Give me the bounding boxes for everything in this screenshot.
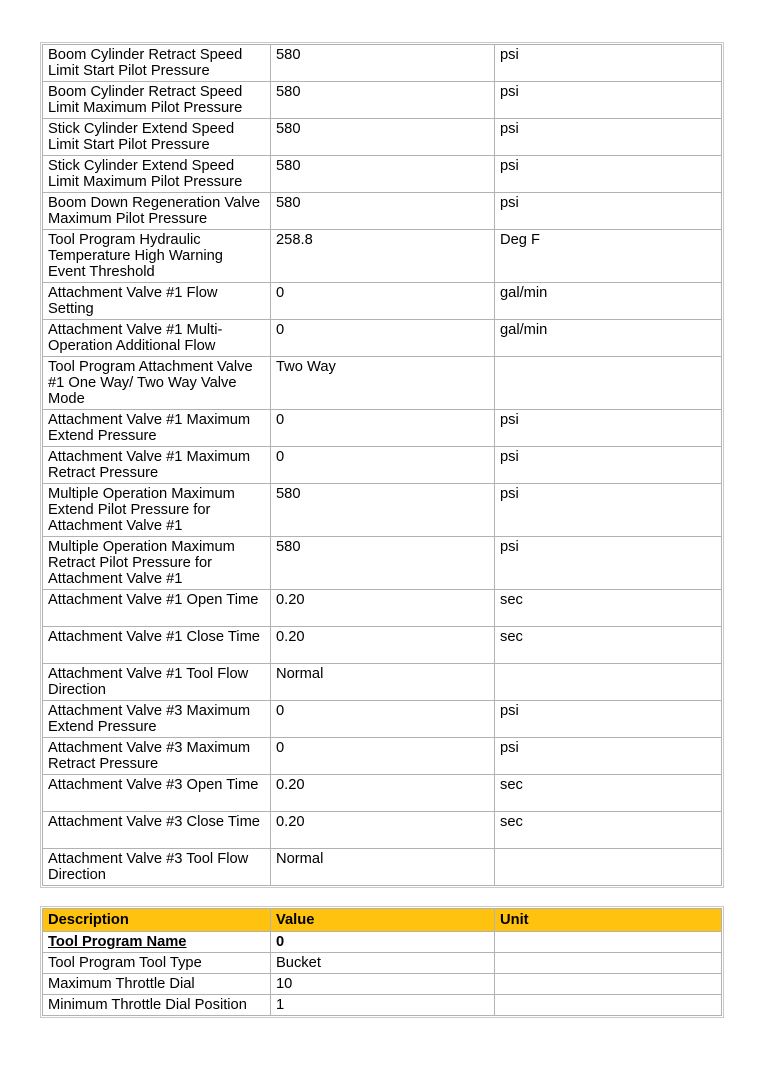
table-row bbox=[43, 953, 722, 974]
unit-cell bbox=[495, 849, 722, 886]
table-row bbox=[43, 484, 722, 537]
description-cell: Attachment Valve #3 Tool Flow Direction bbox=[43, 849, 271, 886]
value-cell: 0.20 bbox=[271, 775, 495, 812]
description-cell: Multiple Operation Maximum Extend Pilot Pressure for Attachment Valve #1 bbox=[43, 484, 271, 537]
description-cell: Attachment Valve #1 Open Time bbox=[43, 590, 271, 627]
table-row bbox=[43, 974, 722, 995]
table-row bbox=[43, 537, 722, 590]
unit-cell: sec bbox=[495, 590, 722, 627]
value-cell: 0 bbox=[271, 283, 495, 320]
description-cell bbox=[43, 932, 271, 953]
table-row bbox=[43, 590, 722, 627]
description-cell: Stick Cylinder Extend Speed Limit Start Pilot Pressure bbox=[43, 119, 271, 156]
tool-program-name-label: Tool Program Name bbox=[48, 934, 187, 950]
unit-cell: psi bbox=[495, 410, 722, 447]
unit-cell bbox=[495, 974, 722, 995]
table-row bbox=[43, 320, 722, 357]
unit-cell bbox=[495, 995, 722, 1016]
unit-cell: gal/min bbox=[495, 283, 722, 320]
unit-cell: Deg F bbox=[495, 230, 722, 283]
description-cell: Attachment Valve #1 Tool Flow Direction bbox=[43, 664, 271, 701]
value-cell: 0.20 bbox=[271, 812, 495, 849]
table-row bbox=[43, 775, 722, 812]
description-cell: Attachment Valve #1 Close Time bbox=[43, 627, 271, 664]
unit-cell bbox=[495, 664, 722, 701]
table-row bbox=[43, 193, 722, 230]
unit-cell: psi bbox=[495, 738, 722, 775]
value-cell: 580 bbox=[271, 537, 495, 590]
description-cell: Boom Cylinder Retract Speed Limit Maximum Pilot Pressure bbox=[43, 82, 271, 119]
table-row bbox=[43, 447, 722, 484]
description-cell: Attachment Valve #1 Maximum Retract Pressure bbox=[43, 447, 271, 484]
value-cell: 0 bbox=[271, 410, 495, 447]
unit-cell: sec bbox=[495, 812, 722, 849]
table-row bbox=[43, 812, 722, 849]
table-row bbox=[43, 156, 722, 193]
table-row bbox=[43, 119, 722, 156]
table-row bbox=[43, 82, 722, 119]
description-cell: Attachment Valve #1 Maximum Extend Pressure bbox=[43, 410, 271, 447]
table-row bbox=[43, 995, 722, 1016]
table-row bbox=[43, 627, 722, 664]
value-cell: Normal bbox=[271, 849, 495, 886]
table-row bbox=[43, 738, 722, 775]
unit-cell bbox=[495, 932, 722, 953]
value-cell: 580 bbox=[271, 484, 495, 537]
value-cell: 1 bbox=[271, 995, 495, 1016]
unit-cell: sec bbox=[495, 775, 722, 812]
value-cell: 580 bbox=[271, 82, 495, 119]
value-cell: 580 bbox=[271, 119, 495, 156]
description-cell: Maximum Throttle Dial bbox=[43, 974, 271, 995]
description-cell: Boom Cylinder Retract Speed Limit Start Pilot Pressure bbox=[43, 45, 271, 82]
value-cell: 0 bbox=[271, 447, 495, 484]
table-row bbox=[43, 701, 722, 738]
value-cell: 10 bbox=[271, 974, 495, 995]
table-row bbox=[43, 849, 722, 886]
value-cell: 0.20 bbox=[271, 590, 495, 627]
unit-cell: psi bbox=[495, 484, 722, 537]
unit-cell: psi bbox=[495, 119, 722, 156]
table-row bbox=[43, 45, 722, 82]
value-cell: Normal bbox=[271, 664, 495, 701]
description-cell: Tool Program Hydraulic Temperature High Warning Event Threshold bbox=[43, 230, 271, 283]
unit-cell bbox=[495, 953, 722, 974]
value-column-header: Value bbox=[271, 909, 495, 932]
unit-column-header: Unit bbox=[495, 909, 722, 932]
value-cell: 0.20 bbox=[271, 627, 495, 664]
description-cell: Attachment Valve #1 Flow Setting bbox=[43, 283, 271, 320]
parameter-table-continued bbox=[42, 44, 722, 886]
unit-cell: gal/min bbox=[495, 320, 722, 357]
description-cell: Attachment Valve #1 Multi-Operation Additional Flow bbox=[43, 320, 271, 357]
description-cell: Attachment Valve #3 Close Time bbox=[43, 812, 271, 849]
unit-cell: psi bbox=[495, 156, 722, 193]
table-row bbox=[43, 357, 722, 410]
value-cell: 0 bbox=[271, 701, 495, 738]
value-cell: 580 bbox=[271, 45, 495, 82]
value-cell: 0 bbox=[271, 320, 495, 357]
description-cell: Tool Program Attachment Valve #1 One Way/ Two Way Valve Mode bbox=[43, 357, 271, 410]
table-row bbox=[43, 283, 722, 320]
description-cell: Attachment Valve #3 Maximum Retract Pressure bbox=[43, 738, 271, 775]
description-cell: Attachment Valve #3 Open Time bbox=[43, 775, 271, 812]
unit-cell: psi bbox=[495, 701, 722, 738]
description-cell: Attachment Valve #3 Maximum Extend Pressure bbox=[43, 701, 271, 738]
unit-cell bbox=[495, 357, 722, 410]
value-cell: Two Way bbox=[271, 357, 495, 410]
unit-cell: psi bbox=[495, 82, 722, 119]
description-cell: Multiple Operation Maximum Retract Pilot Pressure for Attachment Valve #1 bbox=[43, 537, 271, 590]
unit-cell: psi bbox=[495, 45, 722, 82]
table-row bbox=[43, 932, 722, 953]
description-cell: Minimum Throttle Dial Position bbox=[43, 995, 271, 1016]
table-header-row bbox=[43, 909, 722, 932]
unit-cell: psi bbox=[495, 447, 722, 484]
description-cell: Boom Down Regeneration Valve Maximum Pilot Pressure bbox=[43, 193, 271, 230]
unit-cell: sec bbox=[495, 627, 722, 664]
table-row bbox=[43, 410, 722, 447]
value-cell: 580 bbox=[271, 193, 495, 230]
table-row bbox=[43, 664, 722, 701]
description-column-header: Description bbox=[43, 909, 271, 932]
description-cell: Stick Cylinder Extend Speed Limit Maximum Pilot Pressure bbox=[43, 156, 271, 193]
unit-cell: psi bbox=[495, 537, 722, 590]
value-cell: 0 bbox=[271, 738, 495, 775]
tool-program-table bbox=[42, 908, 722, 1016]
unit-cell: psi bbox=[495, 193, 722, 230]
description-cell: Tool Program Tool Type bbox=[43, 953, 271, 974]
table-row bbox=[43, 230, 722, 283]
value-cell: Bucket bbox=[271, 953, 495, 974]
value-cell: 580 bbox=[271, 156, 495, 193]
value-cell: 0 bbox=[271, 932, 495, 953]
value-cell: 258.8 bbox=[271, 230, 495, 283]
